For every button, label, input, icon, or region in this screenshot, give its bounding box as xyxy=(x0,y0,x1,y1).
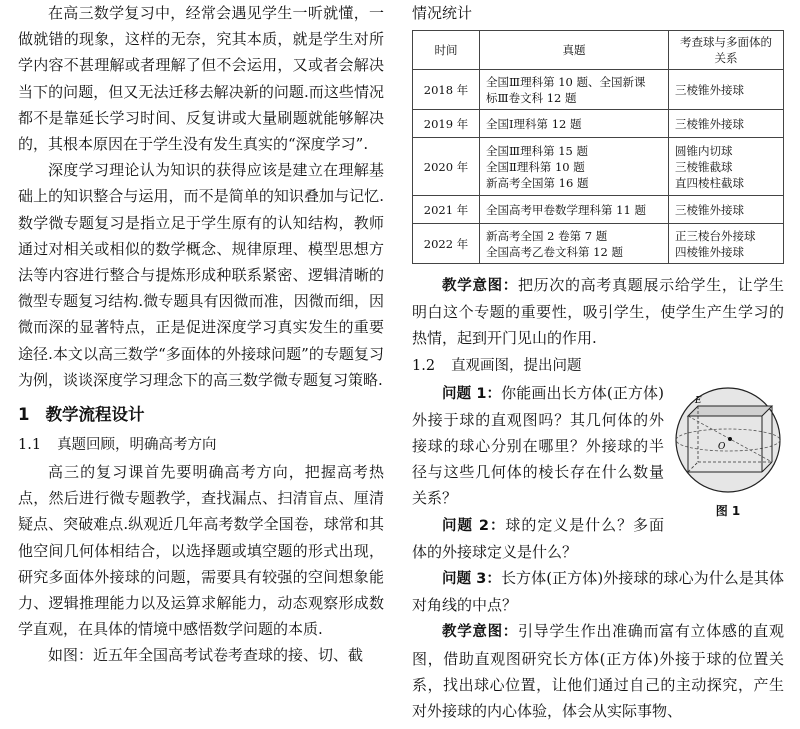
intro-paragraph-2: 深度学习理论认为知识的获得应该是建立在理解基础上的知识整合与运用，而不是简单的知识叠加与记忆.数学微专题复习是指立足于学生原有的认知结构，教师通过对相关或相似的数学概念、规律原理、模型思想方法等内容进行整合与提炼形成种联系紧密、逻辑清晰的微型专题复习结构.微专题具有因微而准，因微而细，因微而深的显著特点，正是促进深度学习真实发生的重要途径.本文以高三数学“多面体的外接球问题”的专题复习为例，谈谈深度学习理念下的高三数学微专题复习策略. xyxy=(18,161,384,389)
figure-intro-paragraph: 如图：近五年全国高考试卷考查球的接、切、截 xyxy=(48,646,364,665)
cell-question-line: 全国Ⅱ理科第 10 题 xyxy=(486,159,585,174)
box-top-face xyxy=(688,406,772,416)
cell-relation xyxy=(669,138,784,196)
section-1-title: 教学流程设计 xyxy=(45,405,145,425)
teaching-intent-2 xyxy=(412,618,784,724)
question-2-label: 问题 2： xyxy=(442,517,506,534)
cell-year: 2019 年 xyxy=(413,110,480,138)
question-2-text: 球的定义是什么？多面体的外接球定义是什么？ xyxy=(412,515,664,561)
section-1-number: 1 xyxy=(18,405,30,425)
exam-statistics-table xyxy=(412,30,784,264)
cell-question xyxy=(480,70,669,110)
review-paragraph: 高三的复习课首先要明确高考方向，把握高考热点，然后进行微专题教学，查找漏点、扫清盲点、厘清疑点、突破难点.纵观近几年高考数学全国卷，球常和其他空间几何体相结合，以选择题或填空题的形式出现，研究多面体外接球的问题，需要具有较强的空间想象能力、逻辑推理能力以及运算求解能力，动态观察形成数学直观，在具体的情境中感悟数学问题的本质. xyxy=(18,463,384,639)
table-row xyxy=(413,138,784,196)
table-caption: 情况统计 xyxy=(412,4,473,22)
table-row xyxy=(413,70,784,110)
cell-relation xyxy=(669,196,784,224)
header-relation: 考查球与多面体的关系 xyxy=(669,31,784,70)
intent-2-text: 引导学生作出准确而富有立体感的直观图，借助直观图研究长方体(正方体)外接于球的位置关系，找出球心位置，让他们通过自己的主动探究，产生对外接球的内心体验，体会从实际事物、 xyxy=(412,622,784,721)
cell-year: 2021 年 xyxy=(413,196,480,224)
intent-1-text: 把历次的高考真题展示给学生，让学生明白这个专题的重要性，吸引学生，使学生产生学习的热情，起到开门见山的作用. xyxy=(412,276,784,348)
question-3 xyxy=(412,565,784,618)
left-column xyxy=(18,0,384,669)
question-1-label: 问题 1： xyxy=(442,385,502,402)
cell-year: 2020 年 xyxy=(413,138,480,196)
right-column xyxy=(412,0,784,724)
question-3-label: 问题 3： xyxy=(442,571,501,588)
cell-relation-line: 三棱锥外接球 xyxy=(675,82,744,97)
figure-1 xyxy=(672,384,784,519)
cell-question-line: 全国Ⅰ理科第 12 题 xyxy=(486,116,582,131)
cell-question-line: 全国Ⅲ理科第 15 题 xyxy=(486,143,589,158)
cell-question-line: 新高考全国第 16 题 xyxy=(486,175,589,190)
cell-relation-line: 四棱锥外接球 xyxy=(675,244,744,259)
question-1-text: 你能画出长方体(正方体)外接于球的直观图吗？其几何体的外接球的球心分别在哪里？外接球的半径与这些几何体的棱长存在什么数量关系？ xyxy=(412,383,664,508)
intent-2-label: 教学意图： xyxy=(442,624,518,641)
cell-relation xyxy=(669,70,784,110)
cell-relation xyxy=(669,110,784,138)
cell-question-line: 全国高考甲卷数学理科第 11 题 xyxy=(486,202,646,217)
table-row xyxy=(413,110,784,138)
cell-relation-line: 直四棱柱截球 xyxy=(675,175,744,190)
cell-question xyxy=(480,110,669,138)
cell-question-line: 全国Ⅲ理科第 10 题、全国新课 xyxy=(486,74,646,89)
cell-relation xyxy=(669,224,784,264)
cell-question-line: 标Ⅲ卷文科 12 题 xyxy=(486,90,577,105)
cell-year: 2018 年 xyxy=(413,70,480,110)
cell-relation-line: 三棱锥外接球 xyxy=(675,116,744,131)
intro-paragraph-1: 在高三数学复习中，经常会遇见学生一听就懂，一做就错的现象，这样的无奈，究其本质，就是学生对所学内容不甚理解或者理解了但不会运用，又或者会解决当下的问题，但又无法迁移去解决新的问题.而这些情况都不是靠延长学习时间、反复讲或大量刷题就能够解决的，其根本原因在于学生没有发生真实的“深度学习”. xyxy=(18,4,384,154)
subsection-1-1-title: 真题回顾，明确高考方向 xyxy=(57,437,217,454)
question-3-text: 长方体(正方体)外接球的球心为什么是其体对角线的中点？ xyxy=(412,569,784,615)
subsection-1-2-number: 1.2 xyxy=(412,357,436,374)
subsection-1-1-heading xyxy=(18,433,384,457)
intent-1-label: 教学意图： xyxy=(442,278,518,294)
sphere-center-point xyxy=(728,437,732,441)
table-row xyxy=(413,196,784,224)
cell-relation-line: 三棱锥外接球 xyxy=(675,202,744,217)
cell-question-line: 全国高考乙卷文科第 12 题 xyxy=(486,244,623,259)
cell-relation-line: 圆锥内切球 xyxy=(675,143,733,158)
sphere-outline xyxy=(676,388,780,492)
subsection-1-1-number: 1.1 xyxy=(18,437,42,454)
cell-relation-line: 正三棱台外接球 xyxy=(675,228,756,243)
cell-year: 2022 年 xyxy=(413,224,480,264)
header-question: 真题 xyxy=(480,31,669,70)
center-label-o: O xyxy=(718,441,726,452)
table-row xyxy=(413,224,784,264)
cell-question-line: 新高考全国 2 卷第 7 题 xyxy=(486,228,608,243)
header-year: 时间 xyxy=(413,31,480,70)
cell-relation-line: 三棱锥截球 xyxy=(675,159,733,174)
question-2 xyxy=(412,512,784,565)
subsection-1-2-heading xyxy=(412,354,784,378)
subsection-1-2-title: 直观画图，提出问题 xyxy=(451,357,582,374)
table-header-row xyxy=(413,31,784,70)
section-1-heading xyxy=(18,401,384,429)
cell-question xyxy=(480,224,669,264)
cell-question xyxy=(480,196,669,224)
cell-question xyxy=(480,138,669,196)
sphere-box-diagram xyxy=(672,384,784,496)
figure-caption: 图 1 xyxy=(715,503,741,518)
vertex-label-e: E xyxy=(695,395,702,406)
teaching-intent-1 xyxy=(412,272,784,352)
